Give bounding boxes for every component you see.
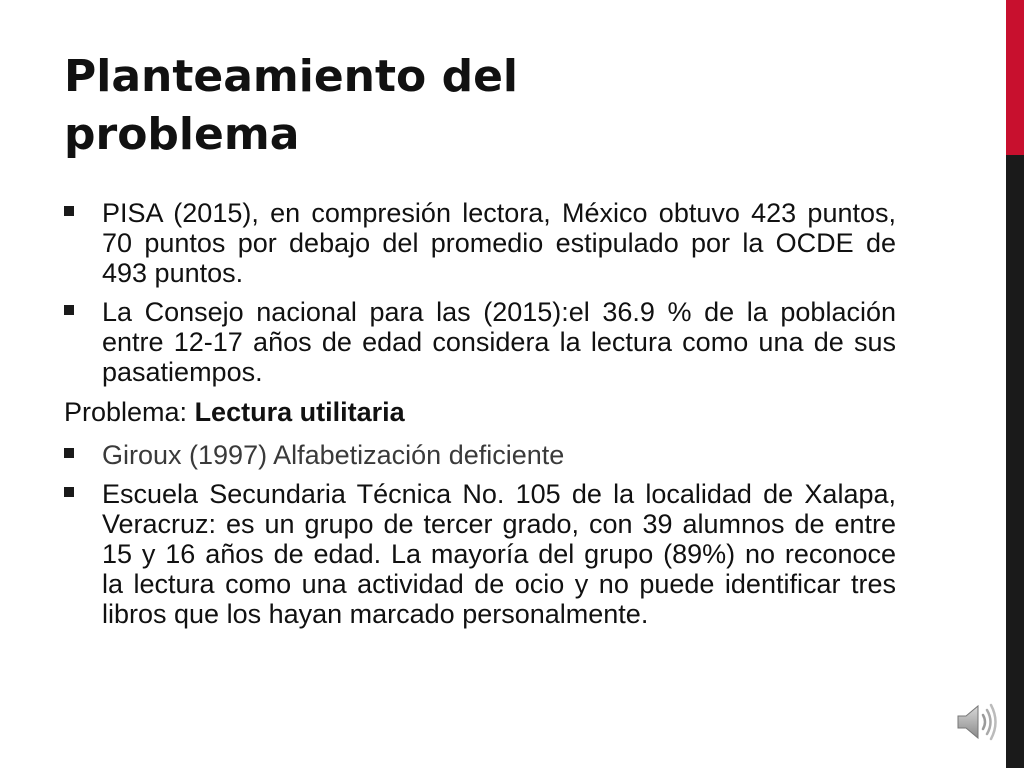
bullet-text: Escuela Secundaria Técnica No. 105 de la localidad de Xalapa, Veracruz: es un grupo de tercer grado, con 39 alumnos de entre 15 y 16 años de edad. La mayoría del grupo (89%) no reconoce la lectura como una actividad de ocio y no puede identificar tres libros que los hayan marcado personalmente.: [102, 479, 896, 629]
problem-statement: [64, 396, 896, 428]
bullet-text: La Consejo nacional para las (2015):el 36.9 % de la población entre 12-17 años de edad considera la lectura como una de sus pasatiempos.: [102, 297, 896, 387]
speaker-icon[interactable]: [952, 698, 1000, 746]
bullet-item: [64, 440, 896, 470]
slide-body: [64, 198, 896, 638]
bullet-item: [64, 198, 896, 288]
bullet-item: [64, 297, 896, 387]
square-bullet-icon: [64, 487, 74, 497]
square-bullet-icon: [64, 206, 74, 216]
bullet-text: Giroux (1997) Alfabetización deficiente: [102, 440, 565, 470]
accent-bar-dark: [1006, 155, 1024, 768]
title-line-2: problema: [64, 109, 300, 160]
square-bullet-icon: [64, 448, 74, 458]
problem-label: Problema:: [64, 397, 195, 427]
title-line-1: Planteamiento del: [64, 51, 519, 102]
problem-value: Lectura utilitaria: [194, 397, 405, 427]
square-bullet-icon: [64, 305, 74, 315]
accent-bar-red: [1006, 0, 1024, 155]
bullet-item: [64, 479, 896, 629]
bullet-text: PISA (2015), en compresión lectora, México obtuvo 423 puntos, 70 puntos por debajo del promedio estipulado por la OCDE de 493 puntos.: [102, 198, 896, 288]
slide-title: [64, 48, 624, 164]
